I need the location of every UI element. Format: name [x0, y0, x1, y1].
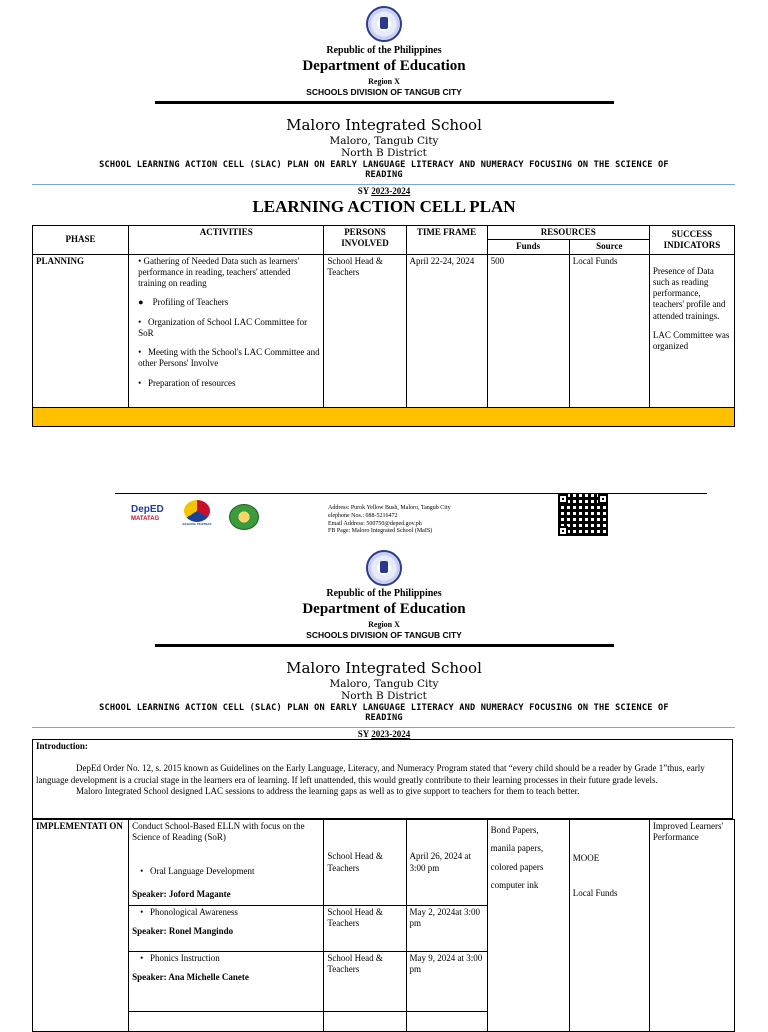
plan-divider: [32, 184, 735, 185]
footer-email: Email Address: 500750@deped.gov.ph: [328, 520, 422, 527]
footer-address: Address: Purok Yellow Bush, Maloro, Tangub City: [328, 505, 451, 511]
bagong-pilipinas-text: BAGONG PILIPINAS: [182, 522, 212, 526]
session-persons: School Head & Teachers: [324, 906, 406, 952]
school-address: Maloro, Tangub City: [329, 678, 439, 690]
header-phase: PHASE: [33, 226, 129, 255]
header-success: SUCCESS INDICATORS: [649, 226, 734, 255]
header-funds: Funds: [487, 240, 569, 254]
header-source: Source: [569, 240, 649, 254]
success-item: Presence of Data such as reading performance, teachers' profile and attended trainings.: [652, 265, 726, 321]
implementation-funds: [487, 820, 569, 1032]
session-activity: [129, 906, 324, 952]
session-persons: School Head & Teachers: [324, 952, 406, 1012]
implementation-table: [32, 819, 735, 1032]
lac-plan-table: [32, 225, 735, 427]
header-resources: RESOURCES: [487, 226, 649, 240]
time-frame: April 22-24, 2024: [406, 254, 487, 407]
yellow-separator-row: [33, 407, 735, 426]
school-year: SY 2023-2024: [357, 186, 411, 196]
activity-intro: Conduct School-Based ELLN with focus on the Science of Reading (SoR): [132, 821, 305, 843]
footer-divider: [115, 493, 707, 494]
activity-item: • Meeting with the School's LAC Committee and other Persons' Involve: [138, 347, 320, 369]
header-time: TIME FRAME: [406, 226, 487, 255]
school-address: Maloro, Tangub City: [329, 135, 439, 147]
introduction-box: [32, 739, 733, 819]
footer-contact: [328, 505, 548, 536]
department-title: Department of Education: [302, 58, 466, 74]
phase-planning: PLANNING: [33, 254, 129, 407]
session-topic: • Phonics Instruction: [140, 953, 220, 963]
phase-implementation: IMPLEMENTATI ON: [33, 820, 129, 1032]
fund-item: computer ink: [490, 880, 539, 891]
session-topic: • Oral Language Development: [140, 865, 255, 876]
introduction-paragraph: DepEd Order No. 12, s. 2015 known as Guidelines on the Early Language, Literacy, and Numeracy Program stated that “every child should be a reader by Grade 1”thus, early language development is a crucial stage in the learners era of learning. If left unattended, this would greatly contribute to their learning processes in their future grade levels.: [36, 763, 705, 785]
introduction-paragraph: Maloro Integrated School designed LAC sessions to address the learning gaps as well as to give support to teachers for them to teach better.: [76, 785, 580, 796]
success-item: LAC Committee was organized: [652, 329, 730, 351]
school-name: Maloro Integrated School: [286, 659, 482, 677]
activity-item: • Preparation of resources: [138, 377, 236, 388]
fund-item: manila papers,: [490, 843, 544, 854]
implementation-success: Improved Learners' Performance: [649, 820, 734, 1032]
planning-activities: [129, 254, 324, 407]
division-label: SCHOOLS DIVISION OF TANGUB CITY: [306, 87, 462, 97]
region-label: Region X: [368, 620, 400, 629]
fund-item: Bond Papers,: [490, 825, 539, 835]
session-time: May 2, 2024at 3:00 pm: [406, 906, 487, 952]
session-persons: [324, 1012, 406, 1032]
department-title: Department of Education: [302, 601, 466, 617]
session-speaker: Speaker: Ronel Mangindo: [132, 926, 234, 937]
bagong-pilipinas-logo-icon: [182, 500, 212, 530]
plan-divider: [32, 727, 735, 728]
session-activity: [129, 820, 324, 906]
footer-fb: FB Page: Maloro Integrated School (MaIS): [328, 528, 433, 535]
deped-logo-text: DepED: [131, 504, 164, 515]
footer-phone: elephone Nos.: 088-5216472: [328, 512, 398, 519]
qr-code-icon: [558, 494, 608, 536]
implementation-source: [569, 820, 649, 1032]
session-activity: [129, 1012, 324, 1032]
activity-item: • Gathering of Needed Data such as learners' performance in reading, teachers' attended training on reading: [138, 255, 300, 288]
source-item: MOOE: [572, 853, 600, 863]
session-speaker: Speaker: Ana Michelle Canete: [132, 972, 249, 983]
republic-label: Republic of the Philippines: [326, 45, 442, 56]
source-item: Local Funds: [572, 888, 618, 899]
introduction-label: Introduction:: [36, 741, 88, 751]
school-name: Maloro Integrated School: [286, 116, 482, 134]
activity-item: • Organization of School LAC Committee for SoR: [138, 316, 308, 338]
region-label: Region X: [368, 77, 400, 86]
session-activity: [129, 952, 324, 1012]
plan-title: SCHOOL LEARNING ACTION CELL (SLAC) PLAN ON EARLY LANGUAGE LITERACY AND NUMERACY FOCUSING ON THE SCIENCE OF READING: [99, 703, 669, 723]
deped-seal-icon: [366, 550, 402, 586]
session-time: April 26, 2024 at 3:00 pm: [406, 820, 487, 906]
header-persons: PERSONS INVOLVED: [324, 226, 406, 255]
lac-plan-title: LEARNING ACTION CELL PLAN: [252, 197, 516, 216]
fund-item: colored papers: [490, 861, 544, 872]
session-time: [406, 1012, 487, 1032]
plan-title: SCHOOL LEARNING ACTION CELL (SLAC) PLAN ON EARLY LANGUAGE LITERACY AND NUMERACY FOCUSING ON THE SCIENCE OF READING: [99, 160, 669, 180]
session-time: May 9, 2024 at 3:00 pm: [406, 952, 487, 1012]
success-indicators: [649, 254, 734, 407]
matatag-logo-text: MATATAG: [131, 516, 160, 522]
school-logo-icon: [229, 504, 259, 530]
division-label: SCHOOLS DIVISION OF TANGUB CITY: [306, 630, 462, 640]
school-district: North B District: [341, 690, 427, 702]
deped-seal-icon: [366, 6, 402, 42]
school-district: North B District: [341, 147, 427, 159]
session-persons: School Head & Teachers: [324, 820, 406, 906]
school-year: SY 2023-2024: [357, 729, 411, 739]
republic-label: Republic of the Philippines: [326, 588, 442, 599]
header-divider: [155, 101, 614, 104]
persons-involved: School Head & Teachers: [324, 254, 406, 407]
source-value: Local Funds: [569, 254, 649, 407]
deped-matatag-logo-icon: [131, 504, 173, 530]
activity-item: ● Profiling of Teachers: [138, 297, 229, 308]
session-topic: • Phonological Awareness: [140, 907, 238, 917]
header-divider: [155, 644, 614, 647]
funds-value: 500: [487, 254, 569, 407]
session-speaker: Speaker: Joford Magante: [132, 888, 231, 899]
header-activities: ACTIVITIES: [129, 226, 324, 255]
